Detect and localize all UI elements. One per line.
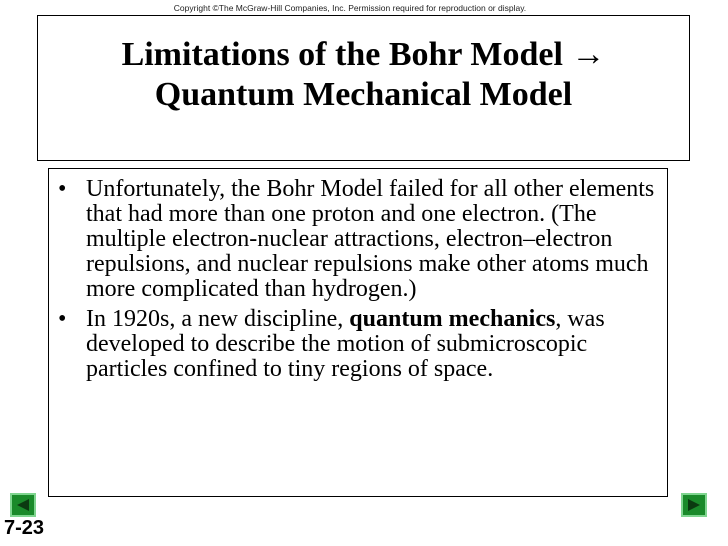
slide-title-box	[37, 15, 690, 161]
bullet-text-pre: In 1920s, a new discipline,	[86, 306, 350, 332]
left-arrow-icon	[15, 498, 31, 512]
title-line-1: Limitations of the Bohr Model →	[121, 36, 606, 73]
bullet-text: Unfortunately, the Bohr Model failed for all other elements that had more than one proton and one electron. (The multiple electron-nuclear attractions, electron–electron repulsions, and nuclear repulsions make other atoms much more complicated than hydrogen.)	[86, 176, 655, 302]
bullet-text-post: , was developed to describe the motion of submicroscopic particles confined to tiny regions of space.	[86, 306, 605, 382]
bullet-item	[58, 307, 657, 382]
previous-slide-button[interactable]	[10, 493, 36, 517]
bullet-symbol: •	[58, 176, 67, 202]
bullet-text-bold: quantum mechanics	[349, 306, 556, 332]
bullet-item	[58, 177, 657, 302]
next-slide-button[interactable]	[681, 493, 707, 517]
title-line-2: Quantum Mechanical Model	[154, 76, 573, 113]
copyright-notice: Copyright ©The McGraw-Hill Companies, Inc. Permission required for reproduction or display.	[173, 3, 527, 13]
bullet-symbol: •	[58, 306, 67, 332]
slide-number: 7-23	[4, 517, 45, 539]
slide-title	[38, 16, 689, 115]
right-arrow-icon	[686, 498, 702, 512]
bullet-list	[49, 169, 667, 382]
slide-body-box	[48, 168, 668, 497]
